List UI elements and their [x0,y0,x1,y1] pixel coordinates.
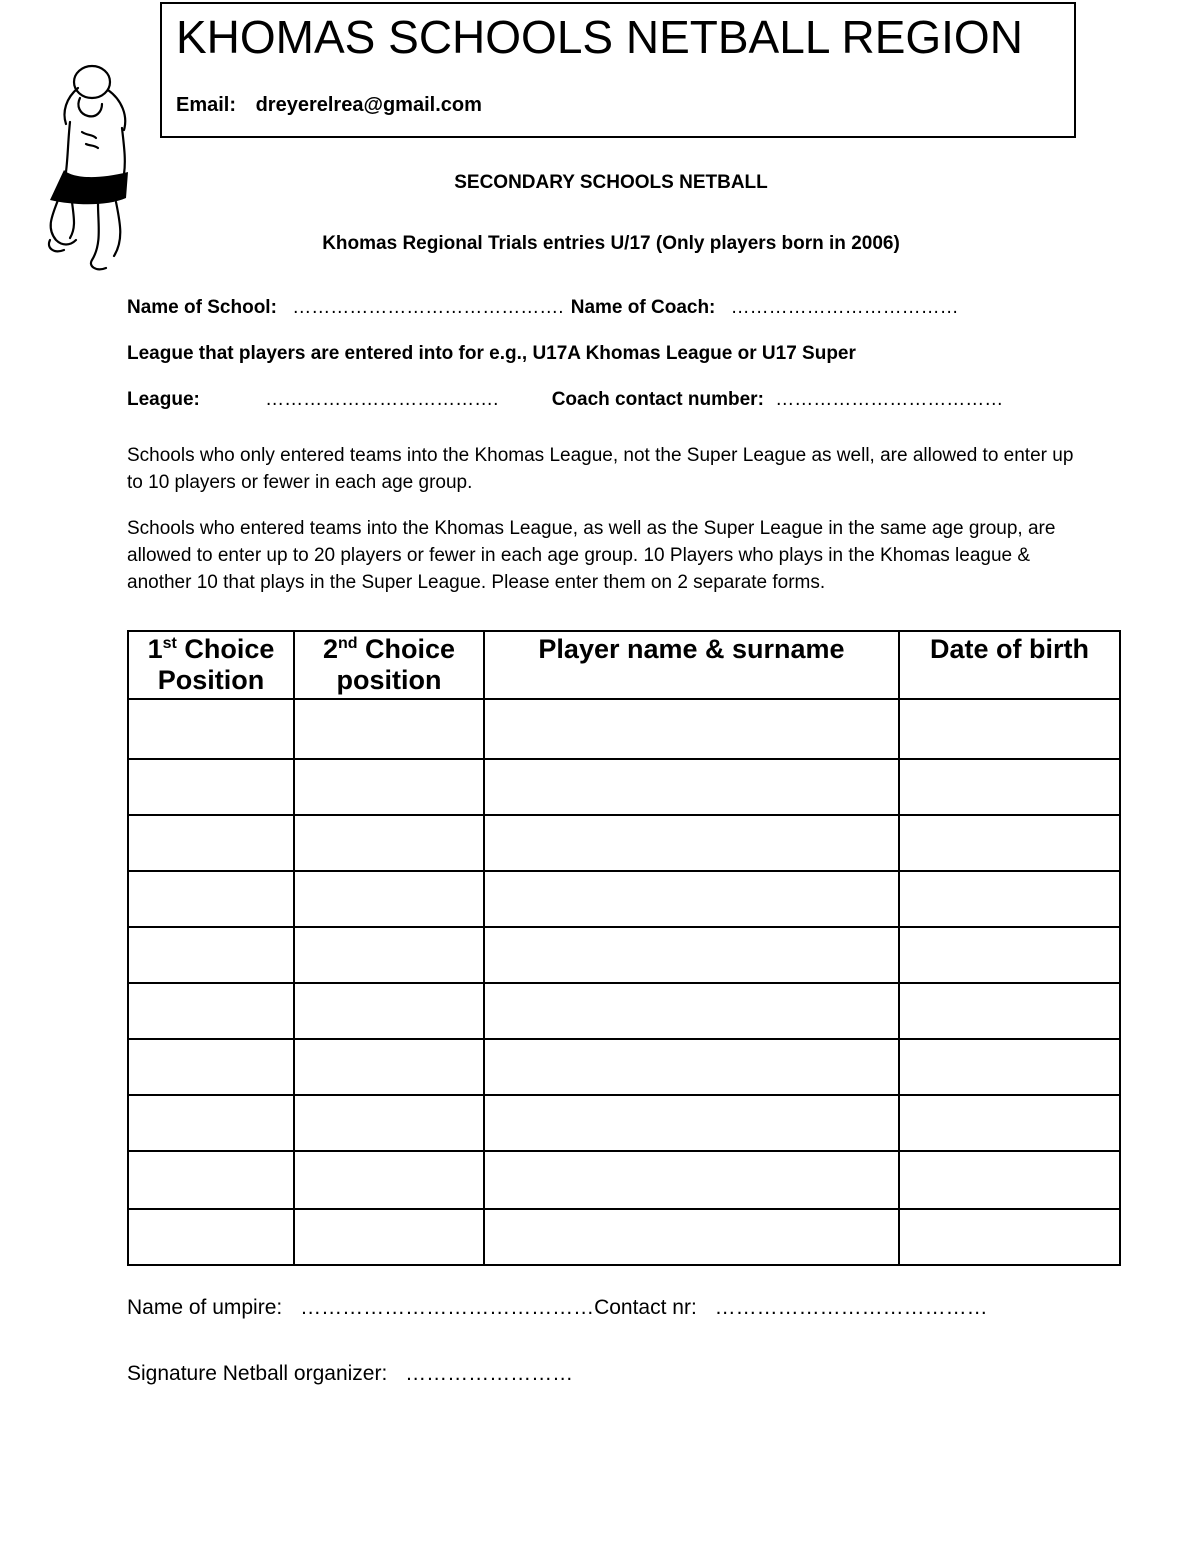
table-row [128,983,1120,1039]
umpire-field[interactable]: …………………………………… [300,1296,595,1319]
second-choice-cell[interactable] [294,1209,484,1265]
second-choice-cell[interactable] [294,1151,484,1209]
school-field[interactable]: ……………………………………. [292,297,564,318]
player-name-cell[interactable] [484,1039,899,1095]
rules-paragraph-2: Schools who entered teams into the Khomas League, as well as the Super League in the same age group, are allowed to enter up to 20 players or fewer in each age group. 10 Players who plays in the Khomas league & another 10 that plays in the Super League. Please enter them on 2 separate forms. [127,518,1056,593]
coach-contact-field[interactable]: ……………………………… [775,389,1004,410]
table-row [128,871,1120,927]
email-value[interactable]: dreyerelrea@gmail.com [255,94,482,116]
date-of-birth-cell[interactable] [899,759,1120,815]
table-row [128,699,1120,759]
league-contact-row [127,389,1003,411]
first-choice-cell[interactable] [128,927,294,983]
table-row [128,1151,1120,1209]
umpire-label: Name of umpire: [127,1296,283,1319]
player-name-cell[interactable] [484,815,899,871]
player-name-cell[interactable] [484,871,899,927]
first-choice-cell[interactable] [128,983,294,1039]
coach-label: Name of Coach: [570,297,716,318]
table-row [128,759,1120,815]
league-note: League that players are entered into for e.g., U17A Khomas League or U17 Super [127,343,856,364]
date-of-birth-cell[interactable] [899,1151,1120,1209]
date-of-birth-cell[interactable] [899,1039,1120,1095]
second-choice-cell[interactable] [294,1095,484,1151]
second-choice-cell[interactable] [294,815,484,871]
email-line [176,94,482,117]
header-second-choice-position: 2nd Choice position [294,631,484,699]
player-name-cell[interactable] [484,1209,899,1265]
first-choice-cell[interactable] [128,1151,294,1209]
first-choice-cell[interactable] [128,699,294,759]
date-of-birth-cell[interactable] [899,871,1120,927]
contact-field[interactable]: ………………………………… [714,1296,988,1319]
league-label: League: [127,389,200,410]
section-title: SECONDARY SCHOOLS NETBALL [454,172,768,193]
first-choice-cell[interactable] [128,815,294,871]
contact-label: Contact nr: [594,1296,697,1319]
trials-title: Khomas Regional Trials entries U/17 (Only players born in 2006) [322,233,900,254]
second-choice-cell[interactable] [294,871,484,927]
table-row [128,1039,1120,1095]
player-name-cell[interactable] [484,759,899,815]
table-body [128,699,1120,1265]
date-of-birth-cell[interactable] [899,699,1120,759]
second-choice-cell[interactable] [294,1039,484,1095]
second-choice-cell[interactable] [294,759,484,815]
second-choice-cell[interactable] [294,699,484,759]
school-coach-row [127,297,959,319]
player-name-cell[interactable] [484,699,899,759]
rules-paragraph-1: Schools who only entered teams into the Khomas League, not the Super League as well, are allowed to enter up to 10 players or fewer in each age group. [127,445,1074,493]
first-choice-cell[interactable] [128,1209,294,1265]
umpire-row [127,1296,988,1320]
table-row [128,815,1120,871]
first-choice-cell[interactable] [128,1095,294,1151]
coach-field[interactable]: ……………………………… [730,297,959,318]
header-first-choice-position: 1st Choice Position [128,631,294,699]
first-choice-cell[interactable] [128,759,294,815]
email-label: Email: [176,94,237,116]
first-choice-cell[interactable] [128,1039,294,1095]
player-name-cell[interactable] [484,983,899,1039]
table-header-row [128,631,1120,699]
header-player-name: Player name & surname [484,631,899,699]
player-entry-table [127,630,1121,1266]
table-row [128,1209,1120,1265]
player-name-cell[interactable] [484,927,899,983]
date-of-birth-cell[interactable] [899,927,1120,983]
signature-row [127,1362,573,1386]
league-field[interactable]: ………………………………. [265,389,499,410]
second-choice-cell[interactable] [294,983,484,1039]
date-of-birth-cell[interactable] [899,983,1120,1039]
table-row [128,1095,1120,1151]
coach-contact-label: Coach contact number: [551,389,764,410]
date-of-birth-cell[interactable] [899,815,1120,871]
table-row [128,927,1120,983]
header-date-of-birth: Date of birth [899,631,1120,699]
date-of-birth-cell[interactable] [899,1209,1120,1265]
signature-field[interactable]: …………………… [405,1362,574,1385]
player-name-cell[interactable] [484,1095,899,1151]
organization-title: KHOMAS SCHOOLS NETBALL REGION [176,11,1023,63]
first-choice-cell[interactable] [128,871,294,927]
player-name-cell[interactable] [484,1151,899,1209]
school-label: Name of School: [127,297,277,318]
second-choice-cell[interactable] [294,927,484,983]
date-of-birth-cell[interactable] [899,1095,1120,1151]
signature-label: Signature Netball organizer: [127,1362,388,1385]
